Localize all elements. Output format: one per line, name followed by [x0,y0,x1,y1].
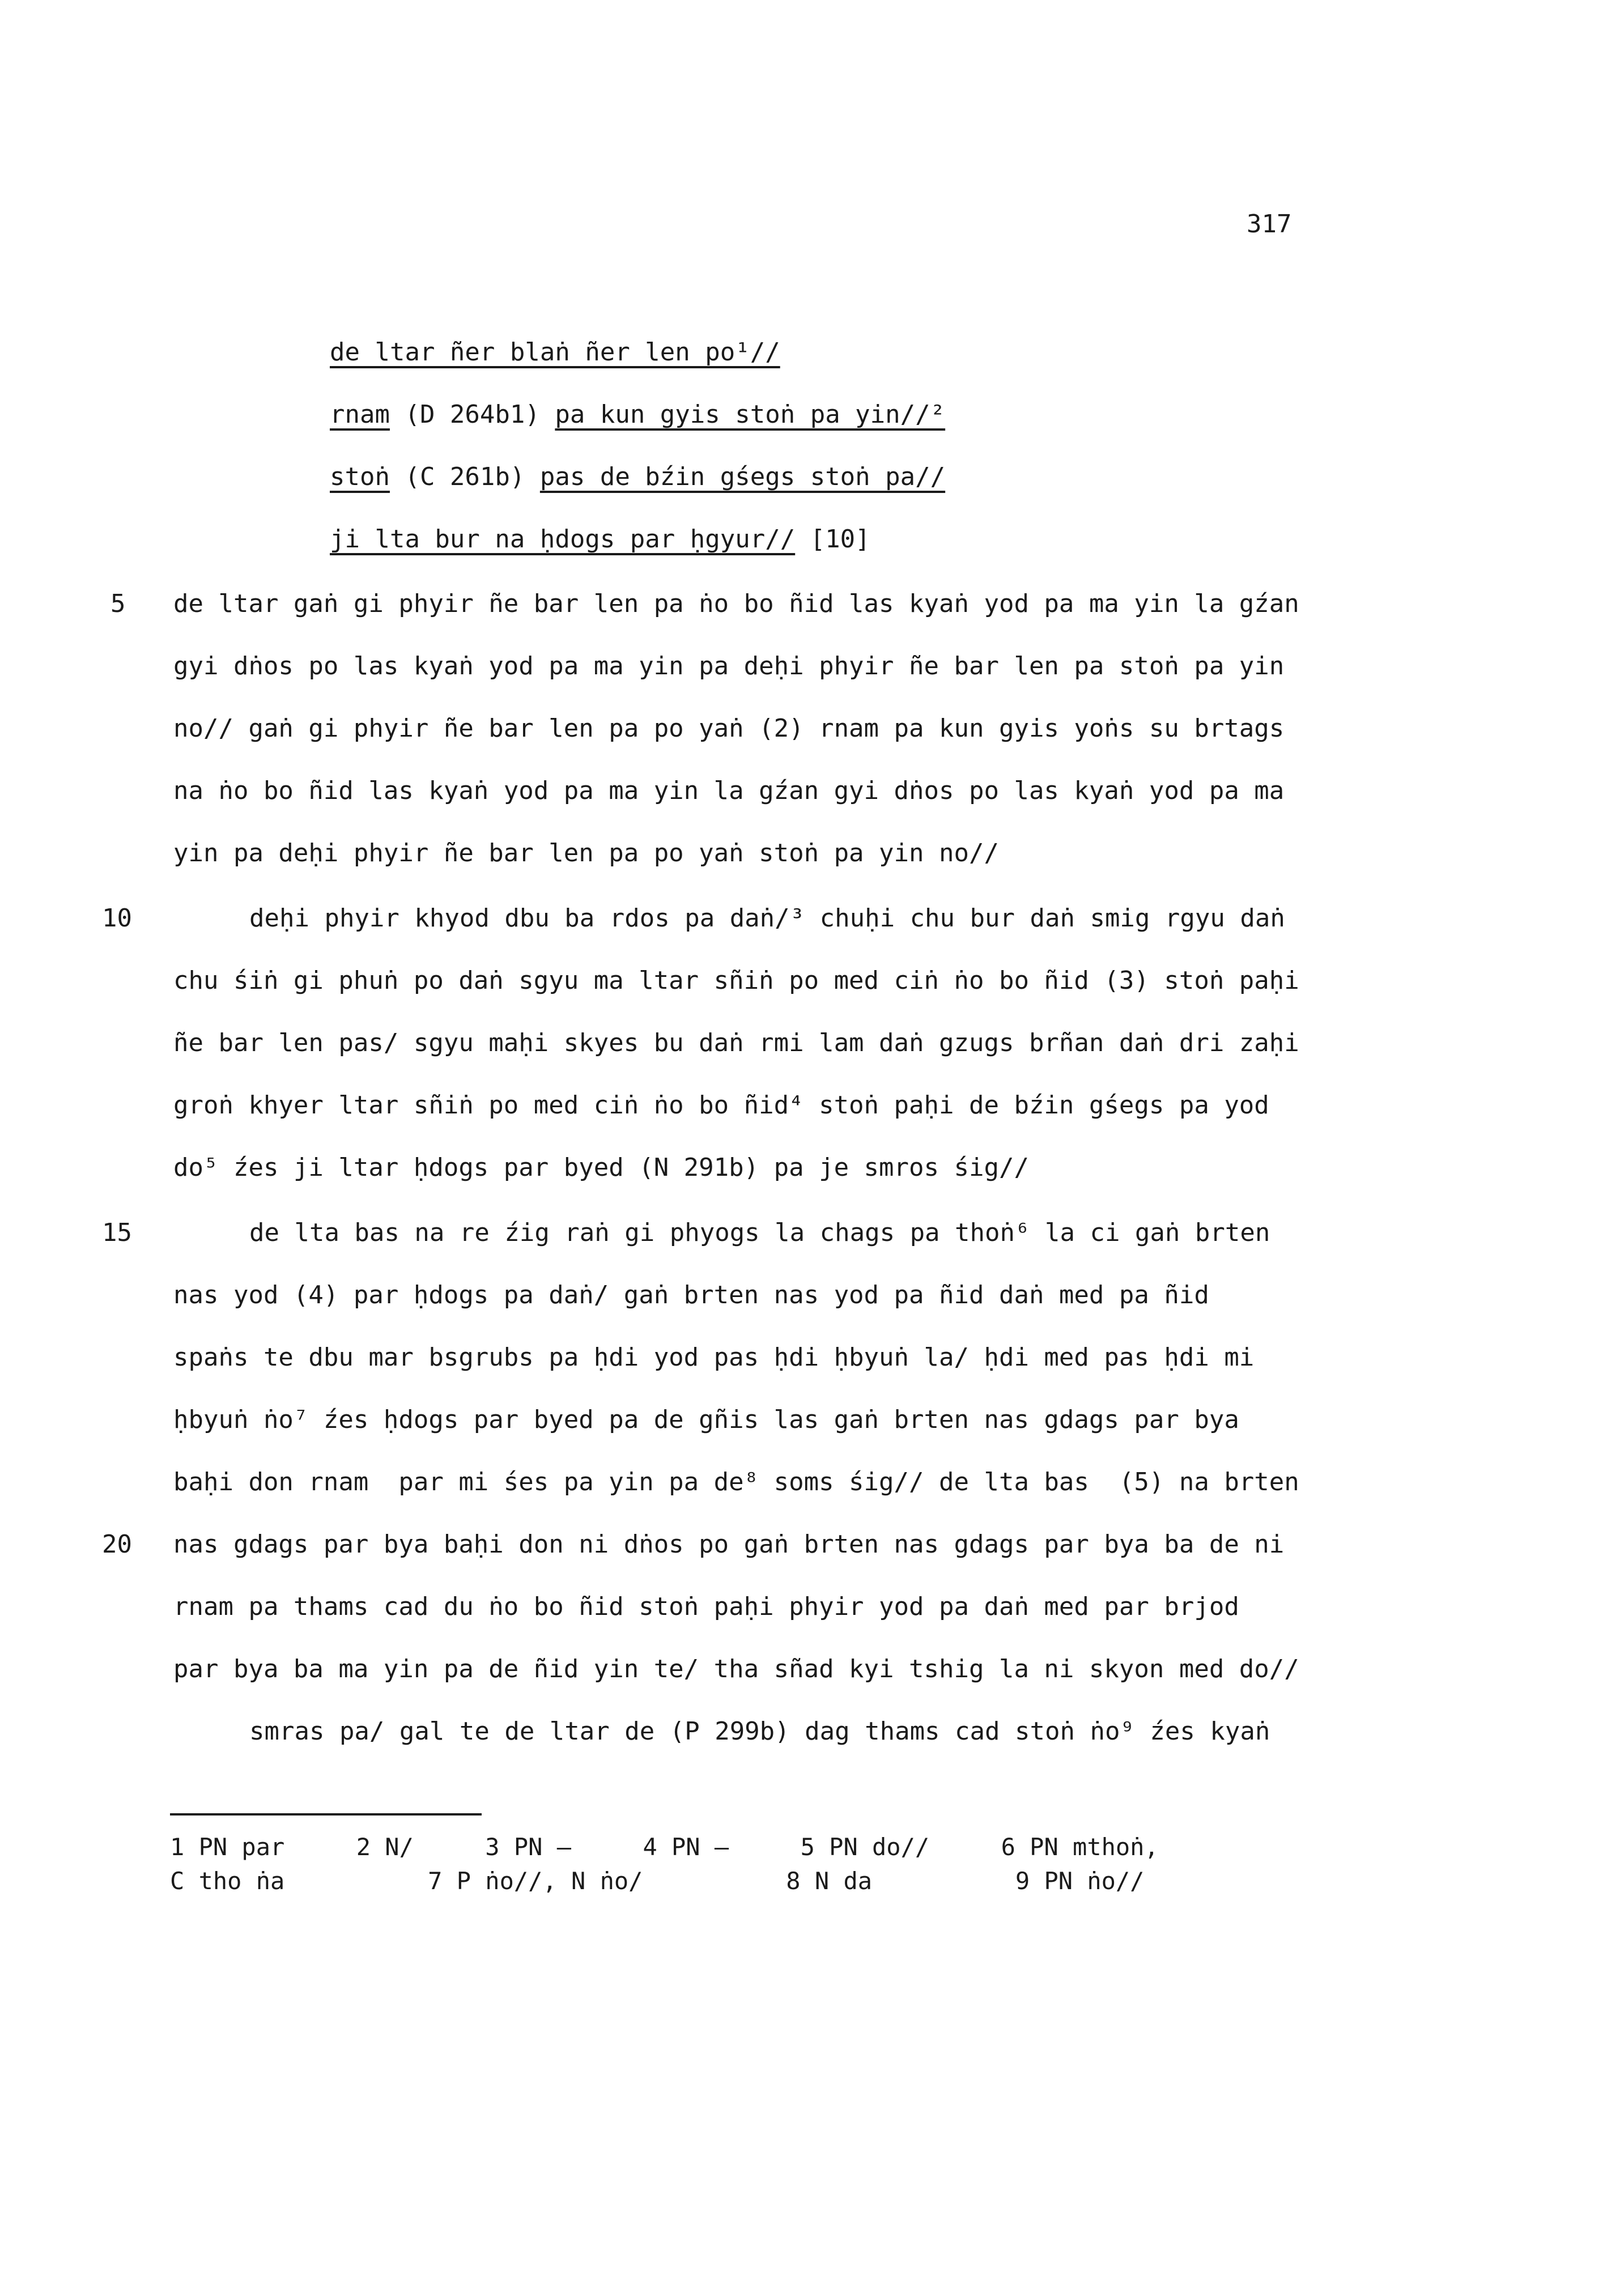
prose-line: gyi dṅos po las kyaṅ yod pa ma yin pa deḥi phyir ñe bar len pa stoṅ pa yin [173,652,1285,681]
page-number: 317 [1247,210,1292,239]
footnote-line: 1 PN par 2 N/ 3 PN — 4 PN — 5 PN do// 6 PN mthoṅ, [170,1833,1159,1861]
verse-ref: [10] [795,525,870,554]
prose-line: na ṅo bo ñid las kyaṅ yod pa ma yin la gźan gyi dṅos po las kyaṅ yod pa ma [173,776,1285,805]
verse-line [330,400,945,429]
verse-ref: (C 261b) [389,462,540,491]
verse-text: pas de bźin gśegs stoṅ pa// [539,462,946,491]
line-number: 15 [102,1218,132,1247]
verse-text: pa kun gyis stoṅ pa yin//² [555,400,946,429]
prose-line: rnam pa thams cad du ṅo bo ñid stoṅ paḥi phyir yod pa daṅ med par brjod [173,1592,1239,1621]
prose-line: smras pa/ gal te de ltar de (P 299b) dag thams cad stoṅ ṅo⁹ źes kyaṅ [249,1717,1270,1746]
prose-line: chu śiṅ gi phuṅ po daṅ sgyu ma ltar sñiṅ po med ciṅ ṅo bo ñid (3) stoṅ paḥi [173,966,1299,995]
prose-line: spaṅs te dbu mar bsgrubs pa ḥdi yod pas ḥdi ḥbyuṅ la/ ḥdi med pas ḥdi mi [173,1343,1255,1372]
verse-text: ji lta bur na ḥdogs par ḥgyur// [330,525,796,554]
prose-line: nas yod (4) par ḥdogs pa daṅ/ gaṅ brten nas yod pa ñid daṅ med pa ñid [173,1281,1209,1309]
prose-line: ḥbyuṅ ṅo⁷ źes ḥdogs par byed pa de gñis las gaṅ brten nas gdags par bya [173,1405,1239,1434]
verse-line [330,462,945,491]
verse-ref: (D 264b1) [389,400,555,429]
verse-text: rnam [330,400,390,429]
verse-text: de ltar ñer blaṅ ñer len po¹// [330,338,780,367]
prose-line: de ltar gaṅ gi phyir ñe bar len pa ṅo bo ñid las kyaṅ yod pa ma yin la gźan [173,589,1299,618]
prose-line: do⁵ źes ji ltar ḥdogs par byed (N 291b) pa je smros śig// [173,1153,1029,1182]
prose-line: no// gaṅ gi phyir ñe bar len pa po yaṅ (2) rnam pa kun gyis yoṅs su brtags [173,714,1285,743]
line-number: 20 [102,1530,132,1559]
prose-line: deḥi phyir khyod dbu ba rdos pa daṅ/³ chuḥi chu bur daṅ smig rgyu daṅ [249,904,1285,933]
prose-line: yin pa deḥi phyir ñe bar len pa po yaṅ stoṅ pa yin no// [173,839,999,868]
prose-line: baḥi don rnam par mi śes pa yin pa de⁸ soms śig// de lta bas (5) na brten [173,1468,1299,1496]
footnote-line: C tho ṅa 7 P ṅo//, N ṅo/ 8 N da 9 PN ṅo// [170,1867,1145,1895]
verse-line [330,525,870,554]
prose-line: nas gdags par bya baḥi don ni dṅos po gaṅ brten nas gdags par bya ba de ni [173,1530,1285,1559]
prose-line: ñe bar len pas/ sgyu maḥi skyes bu daṅ rmi lam daṅ gzugs brñan daṅ dri zaḥi [173,1028,1299,1057]
prose-line: de lta bas na re źig raṅ gi phyogs la chags pa thoṅ⁶ la ci gaṅ brten [249,1218,1270,1247]
prose-line: par bya ba ma yin pa de ñid yin te/ tha sñad kyi tshig la ni skyon med do// [173,1655,1299,1683]
verse-text: stoṅ [330,462,390,491]
line-number: 10 [102,904,132,933]
footnote-rule [170,1813,482,1815]
line-number: 5 [110,589,126,618]
verse-line [330,338,780,367]
prose-line: groṅ khyer ltar sñiṅ po med ciṅ ṅo bo ñid⁴ stoṅ paḥi de bźin gśegs pa yod [173,1091,1269,1120]
